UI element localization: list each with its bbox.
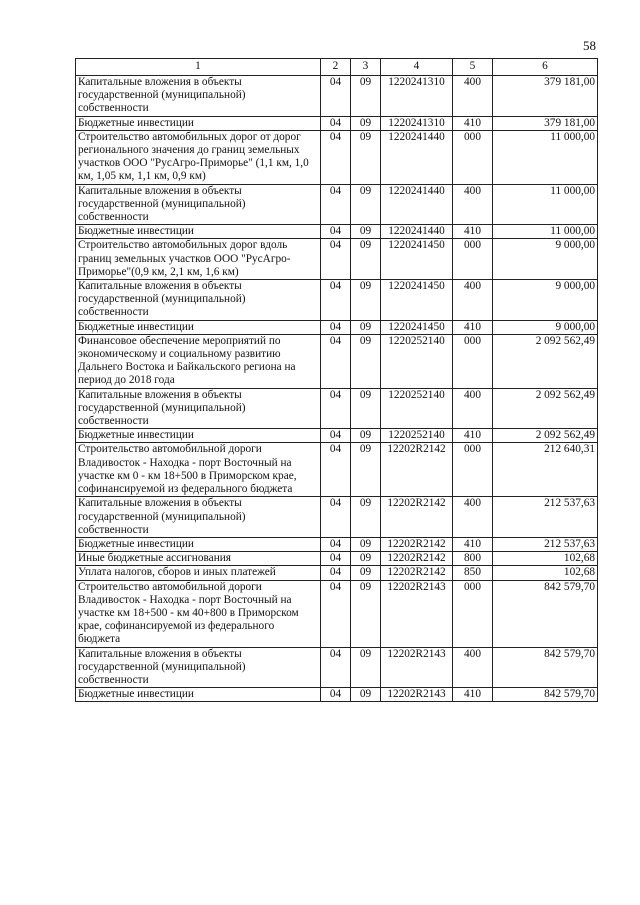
row-amount: 212 640,31 (493, 443, 598, 497)
row-section: 04 (321, 116, 351, 130)
table-row (76, 130, 598, 184)
row-target-code: 12202R2142 (381, 497, 453, 538)
row-name: Капитальные вложения в объекты государственной (муниципальной) собственности (76, 647, 321, 688)
row-target-code: 12202R2143 (381, 688, 453, 702)
table-row (76, 497, 598, 538)
row-amount: 842 579,70 (493, 688, 598, 702)
row-target-code: 1220252140 (381, 388, 453, 429)
row-expense-type: 410 (453, 320, 493, 334)
table-row (76, 239, 598, 280)
table-row (76, 688, 598, 702)
row-target-code: 12202R2142 (381, 443, 453, 497)
row-subsection: 09 (351, 239, 381, 280)
column-header-3: 3 (351, 59, 381, 76)
row-subsection: 09 (351, 647, 381, 688)
row-subsection: 09 (351, 580, 381, 647)
column-header-1: 1 (76, 59, 321, 76)
row-amount: 2 092 562,49 (493, 388, 598, 429)
table-row (76, 443, 598, 497)
row-amount: 379 181,00 (493, 116, 598, 130)
row-section: 04 (321, 239, 351, 280)
row-expense-type: 000 (453, 130, 493, 184)
table-row (76, 225, 598, 239)
row-section: 04 (321, 225, 351, 239)
row-target-code: 12202R2142 (381, 566, 453, 580)
row-subsection: 09 (351, 116, 381, 130)
row-amount: 9 000,00 (493, 320, 598, 334)
table-row (76, 76, 598, 117)
row-amount: 102,68 (493, 566, 598, 580)
row-expense-type: 000 (453, 580, 493, 647)
row-section: 04 (321, 566, 351, 580)
row-target-code: 12202R2142 (381, 537, 453, 551)
row-expense-type: 400 (453, 497, 493, 538)
row-name: Капитальные вложения в объекты государственной (муниципальной) собственности (76, 184, 321, 225)
row-section: 04 (321, 388, 351, 429)
row-expense-type: 850 (453, 566, 493, 580)
table-row (76, 116, 598, 130)
row-name: Финансовое обеспечение мероприятий по экономическому и социальному развитию Дальнего Востока и Байкальского региона на период до 2018 года (76, 334, 321, 388)
table-row (76, 537, 598, 551)
row-target-code: 1220252140 (381, 334, 453, 388)
row-expense-type: 400 (453, 76, 493, 117)
row-subsection: 09 (351, 320, 381, 334)
row-section: 04 (321, 184, 351, 225)
row-expense-type: 400 (453, 647, 493, 688)
row-section: 04 (321, 320, 351, 334)
row-name: Бюджетные инвестиции (76, 116, 321, 130)
row-section: 04 (321, 537, 351, 551)
row-subsection: 09 (351, 566, 381, 580)
row-subsection: 09 (351, 552, 381, 566)
row-expense-type: 000 (453, 443, 493, 497)
row-name: Капитальные вложения в объекты государственной (муниципальной) собственности (76, 497, 321, 538)
row-amount: 11 000,00 (493, 184, 598, 225)
row-expense-type: 400 (453, 388, 493, 429)
row-section: 04 (321, 497, 351, 538)
row-target-code: 1220241310 (381, 116, 453, 130)
row-subsection: 09 (351, 76, 381, 117)
table-row (76, 647, 598, 688)
row-section: 04 (321, 552, 351, 566)
row-name: Капитальные вложения в объекты государственной (муниципальной) собственности (76, 280, 321, 321)
row-subsection: 09 (351, 497, 381, 538)
row-subsection: 09 (351, 334, 381, 388)
row-name: Строительство автомобильных дорог от дорог регионального значения до границ земельных участков ООО "РусАгро-Приморье" (1,1 км, 1,0 км, 1,05 км, 1,1 км, 0,9 км) (76, 130, 321, 184)
row-section: 04 (321, 580, 351, 647)
row-name: Бюджетные инвестиции (76, 688, 321, 702)
row-expense-type: 410 (453, 688, 493, 702)
row-amount: 11 000,00 (493, 225, 598, 239)
row-subsection: 09 (351, 280, 381, 321)
table-row (76, 320, 598, 334)
row-section: 04 (321, 334, 351, 388)
table-row (76, 334, 598, 388)
row-subsection: 09 (351, 184, 381, 225)
table-row (76, 429, 598, 443)
row-target-code: 12202R2142 (381, 552, 453, 566)
row-amount: 9 000,00 (493, 280, 598, 321)
row-name: Капитальные вложения в объекты государственной (муниципальной) собственности (76, 76, 321, 117)
row-name: Бюджетные инвестиции (76, 429, 321, 443)
row-expense-type: 410 (453, 116, 493, 130)
row-expense-type: 400 (453, 184, 493, 225)
row-section: 04 (321, 76, 351, 117)
row-target-code: 1220241450 (381, 280, 453, 321)
row-expense-type: 400 (453, 280, 493, 321)
table-body (76, 76, 598, 702)
row-section: 04 (321, 647, 351, 688)
row-name: Бюджетные инвестиции (76, 320, 321, 334)
row-amount: 2 092 562,49 (493, 334, 598, 388)
table-row (76, 280, 598, 321)
row-expense-type: 410 (453, 429, 493, 443)
row-name: Уплата налогов, сборов и иных платежей (76, 566, 321, 580)
row-amount: 842 579,70 (493, 580, 598, 647)
table-row (76, 566, 598, 580)
row-target-code: 12202R2143 (381, 580, 453, 647)
row-amount: 842 579,70 (493, 647, 598, 688)
row-name: Строительство автомобильных дорог вдоль границ земельных участков ООО "РусАгро-Приморье"(0,9 км, 2,1 км, 1,6 км) (76, 239, 321, 280)
row-amount: 212 537,63 (493, 497, 598, 538)
row-section: 04 (321, 688, 351, 702)
row-amount: 2 092 562,49 (493, 429, 598, 443)
row-name: Бюджетные инвестиции (76, 225, 321, 239)
row-target-code: 12202R2143 (381, 647, 453, 688)
row-expense-type: 410 (453, 225, 493, 239)
row-amount: 379 181,00 (493, 76, 598, 117)
row-expense-type: 800 (453, 552, 493, 566)
row-subsection: 09 (351, 388, 381, 429)
table-row (76, 388, 598, 429)
row-expense-type: 000 (453, 239, 493, 280)
header-row (76, 59, 598, 76)
row-subsection: 09 (351, 130, 381, 184)
row-subsection: 09 (351, 429, 381, 443)
row-section: 04 (321, 130, 351, 184)
row-name: Капитальные вложения в объекты государственной (муниципальной) собственности (76, 388, 321, 429)
row-name: Иные бюджетные ассигнования (76, 552, 321, 566)
row-subsection: 09 (351, 688, 381, 702)
row-name: Строительство автомобильной дороги Владивосток - Находка - порт Восточный на участке км 0 - км 18+500 в Приморском крае, софинансируемой из федерального бюджета (76, 443, 321, 497)
row-amount: 9 000,00 (493, 239, 598, 280)
row-amount: 102,68 (493, 552, 598, 566)
row-expense-type: 410 (453, 537, 493, 551)
row-subsection: 09 (351, 537, 381, 551)
row-target-code: 1220252140 (381, 429, 453, 443)
row-section: 04 (321, 429, 351, 443)
row-expense-type: 000 (453, 334, 493, 388)
column-header-5: 5 (453, 59, 493, 76)
row-subsection: 09 (351, 443, 381, 497)
page-number: 58 (583, 38, 596, 53)
column-header-2: 2 (321, 59, 351, 76)
row-target-code: 1220241450 (381, 320, 453, 334)
row-section: 04 (321, 443, 351, 497)
table-row (76, 580, 598, 647)
row-target-code: 1220241440 (381, 184, 453, 225)
row-amount: 11 000,00 (493, 130, 598, 184)
row-section: 04 (321, 280, 351, 321)
row-amount: 212 537,63 (493, 537, 598, 551)
budget-table (75, 58, 598, 702)
row-target-code: 1220241310 (381, 76, 453, 117)
row-target-code: 1220241440 (381, 130, 453, 184)
row-subsection: 09 (351, 225, 381, 239)
row-name: Строительство автомобильной дороги Владивосток - Находка - порт Восточный на участке км 18+500 - км 40+800 в Приморском крае, софинансируемой из федерального бюджета (76, 580, 321, 647)
table-row (76, 184, 598, 225)
row-target-code: 1220241440 (381, 225, 453, 239)
column-header-6: 6 (493, 59, 598, 76)
row-name: Бюджетные инвестиции (76, 537, 321, 551)
column-header-4: 4 (381, 59, 453, 76)
row-target-code: 1220241450 (381, 239, 453, 280)
table-row (76, 552, 598, 566)
